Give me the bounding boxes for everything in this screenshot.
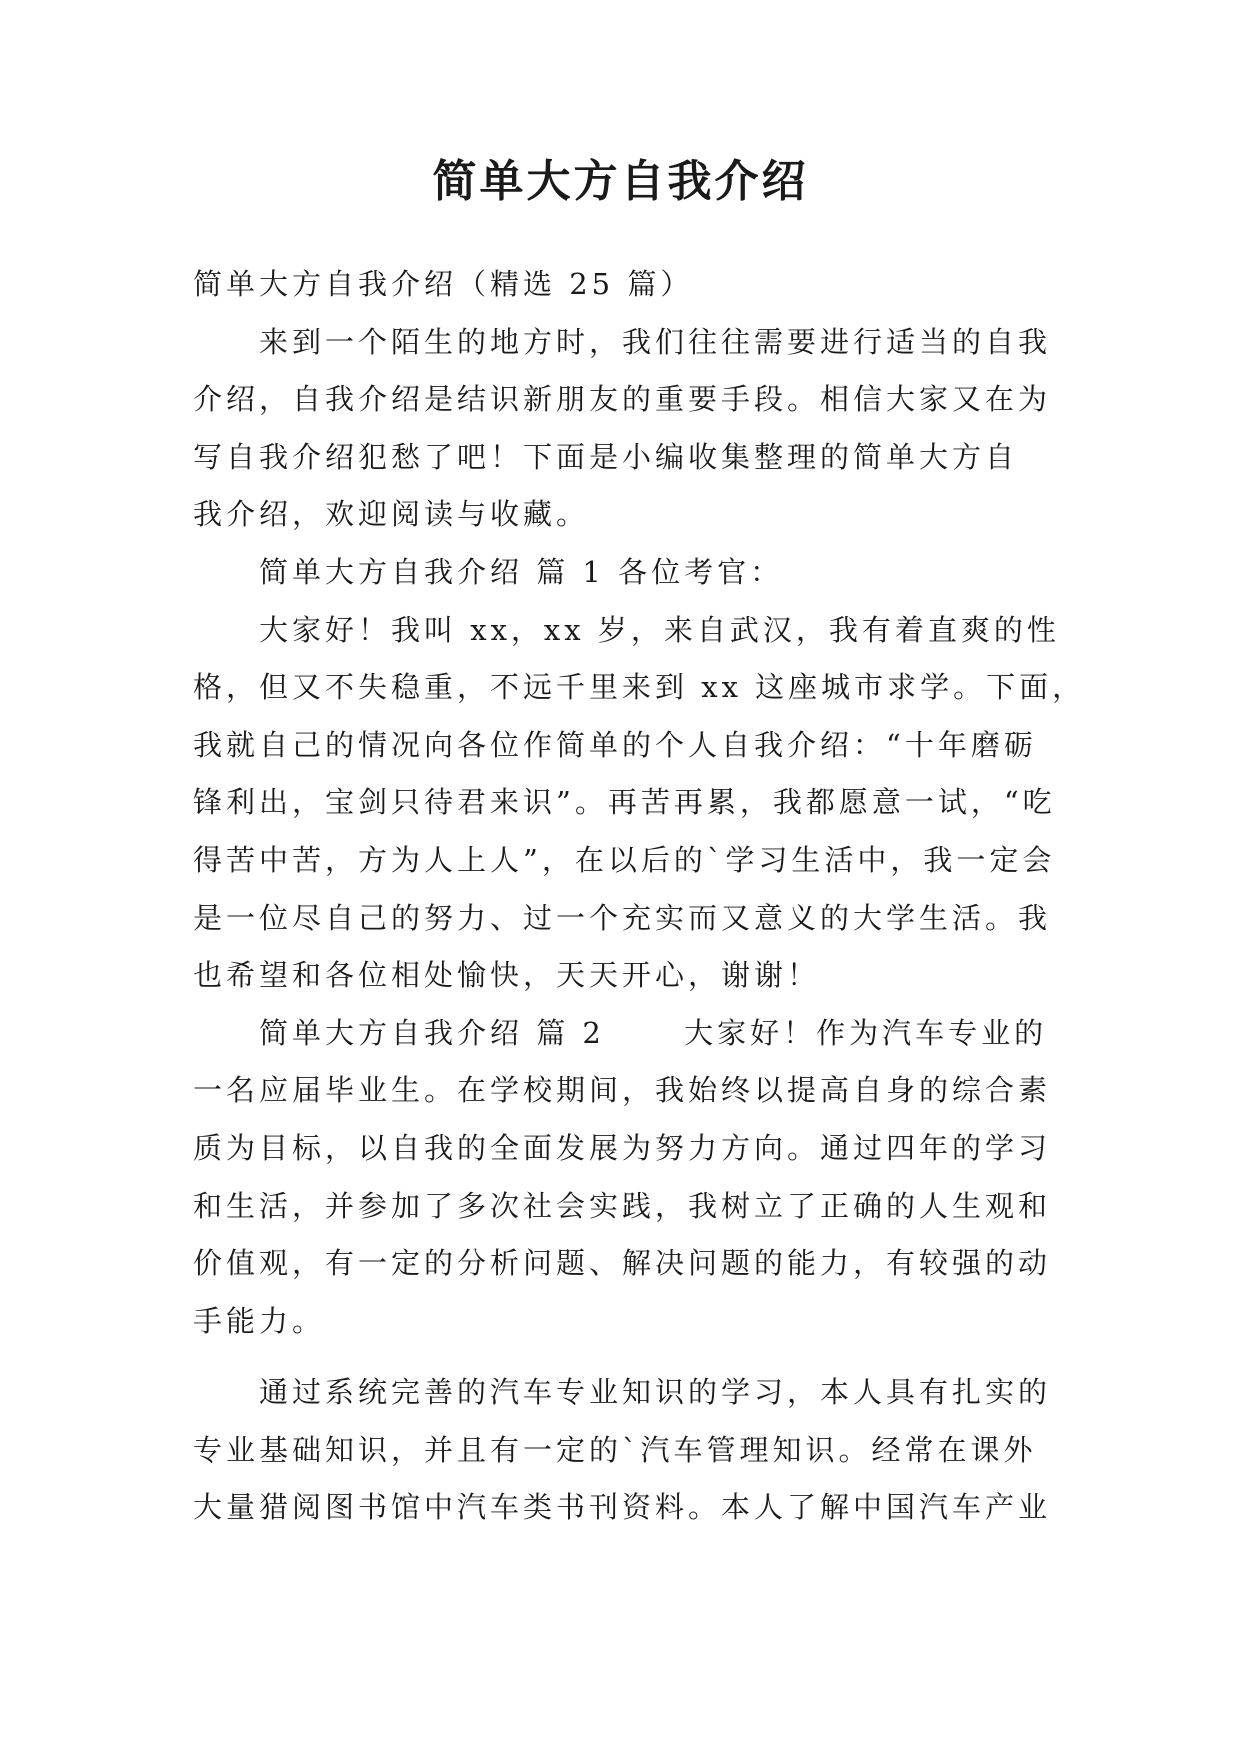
body-line: 大家好！我叫 xx，xx 岁，来自武汉，我有着直爽的性 xyxy=(259,612,1060,647)
body-line: 来到一个陌生的地方时，我们往往需要进行适当的自我 xyxy=(259,324,1052,359)
body-line: 质为目标，以自我的全面发展为努力方向。通过四年的学习 xyxy=(193,1130,1052,1165)
body-line: 格，但又不失稳重，不远千里来到 xx 这座城市求学。下面， xyxy=(193,670,1086,705)
body-line: 我介绍，欢迎阅读与收藏。 xyxy=(193,497,590,532)
body-line: 简单大方自我介绍 篇 1 各位考官： xyxy=(259,554,784,589)
body-line: 得苦中苦，方为人上人”，在以后的`学习生活中，我一定会 xyxy=(193,842,1056,877)
body-line: 一名应届毕业生。在学校期间，我始终以提高自身的综合素 xyxy=(193,1073,1052,1108)
body-line: 手能力。 xyxy=(193,1303,326,1338)
body-line: 写自我介绍犯愁了吧！下面是小编收集整理的简单大方自 xyxy=(193,439,1019,474)
body-line: 大量猎阅图书馆中汽车类书刊资料。本人了解中国汽车产业 xyxy=(193,1490,1052,1525)
body-line: 简单大方自我介绍（精选 25 篇） xyxy=(193,267,694,301)
body-line: 锋利出，宝剑只待君来识”。再苦再累，我都愿意一试，“吃 xyxy=(193,785,1056,820)
body-line: 我就自己的情况向各位作简单的个人自我介绍：“十年磨砺 xyxy=(193,727,1037,762)
body-line: 也希望和各位相处愉快，天天开心，谢谢！ xyxy=(193,958,821,993)
body-line: 是一位尽自己的努力、过一个充实而又意义的大学生活。我 xyxy=(193,900,1052,935)
body-line: 专业基础知识，并且有一定的`汽车管理知识。经常在课外 xyxy=(193,1432,1037,1467)
document-title: 简单大方自我介绍 xyxy=(432,156,809,207)
body-line: 通过系统完善的汽车专业知识的学习，本人具有扎实的 xyxy=(259,1375,1052,1410)
body-line: 价值观，有一定的分析问题、解决问题的能力，有较强的动 xyxy=(193,1246,1052,1281)
body-line: 简单大方自我介绍 篇 2 大家好！作为汽车专业的 xyxy=(259,1015,1048,1050)
body-line: 介绍，自我介绍是结识新朋友的重要手段。相信大家又在为 xyxy=(193,382,1052,417)
body-line: 和生活，并参加了多次社会实践，我树立了正确的人生观和 xyxy=(193,1188,1052,1223)
document-body xyxy=(193,256,1086,1537)
